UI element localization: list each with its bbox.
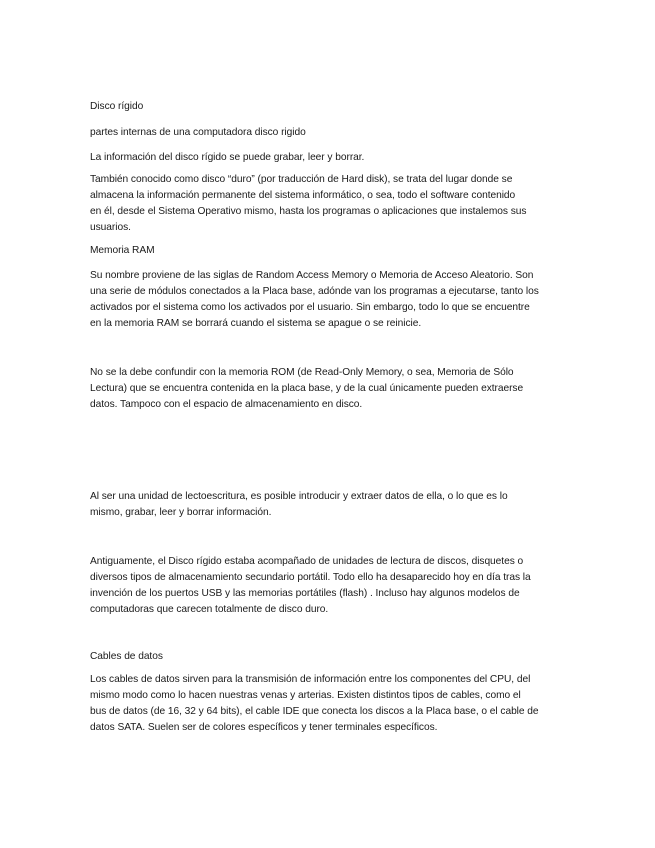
text-line: mismo, grabar, leer y borrar información. [90, 507, 272, 518]
ram-heading: Memoria RAM [90, 245, 155, 256]
text-line: Antiguamente, el Disco rígido estaba acompañado de unidades de lectura de discos, disquetes o [90, 556, 524, 567]
rom-paragraph [90, 365, 560, 413]
text-line: También conocido como disco “duro” (por traducción de Hard disk), se trata del lugar donde se [90, 174, 513, 185]
text-line: una serie de módulos conectados a la Placa base, adónde van los programas a ejecutarse, tanto los [90, 286, 539, 297]
info-paragraph: La información del disco rígido se puede grabar, leer y borrar. [90, 152, 365, 163]
data-cables-paragraph [90, 672, 560, 736]
history-paragraph [90, 554, 560, 618]
text-line: mismo modo como lo hacen nuestras venas y arterias. Existen distintos tipos de cables, como el [90, 690, 521, 701]
text-line: Su nombre proviene de las siglas de Random Access Memory o Memoria de Acceso Aleatorio. Son [90, 270, 534, 281]
text-line: en la memoria RAM se borrará cuando el sistema se apague o se reinicie. [90, 318, 422, 329]
text-line: Al ser una unidad de lectoescritura, es posible introducir y extraer datos de ella, o lo que es lo [90, 491, 508, 502]
text-line: No se la debe confundir con la memoria ROM (de Read-Only Memory, o sea, Memoria de Sólo [90, 367, 514, 378]
text-line: datos. Tampoco con el espacio de almacenamiento en disco. [90, 399, 363, 410]
hard-disk-paragraph [90, 172, 560, 236]
subtitle-paragraph: partes internas de una computadora disco rigido [90, 127, 306, 138]
read-write-paragraph [90, 489, 560, 521]
text-line: computadoras que carecen totalmente de disco duro. [90, 604, 329, 615]
text-line: activados por el sistema como los activados por el usuario. Sin embargo, todo lo que se encuentre [90, 302, 530, 313]
text-line: Lectura) que se encuentra contenida en la placa base, y de la cual únicamente pueden extraerse [90, 383, 524, 394]
text-line: Los cables de datos sirven para la transmisión de información entre los componentes del CPU, del [90, 674, 531, 685]
text-line: invención de los puertos USB y las memorias portátiles (flash) . Incluso hay algunos modelos de [90, 588, 520, 599]
text-line: diversos tipos de almacenamiento secundario portátil. Todo ello ha desaparecido hoy en día tras la [90, 572, 531, 583]
text-line: bus de datos (de 16, 32 y 64 bits), el cable IDE que conecta los discos a la Placa base, o el cable de [90, 706, 539, 717]
data-cables-heading: Cables de datos [90, 651, 163, 662]
text-line: almacena la información permanente del sistema informático, o sea, todo el software contenido [90, 190, 516, 201]
text-line: usuarios. [90, 222, 131, 233]
text-line: datos SATA. Suelen ser de colores específicos y tener terminales específicos. [90, 722, 438, 733]
ram-paragraph [90, 268, 560, 332]
text-line: en él, desde el Sistema Operativo mismo, hasta los programas o aplicaciones que instalemos sus [90, 206, 527, 217]
page-title: Disco rígido [90, 101, 144, 112]
